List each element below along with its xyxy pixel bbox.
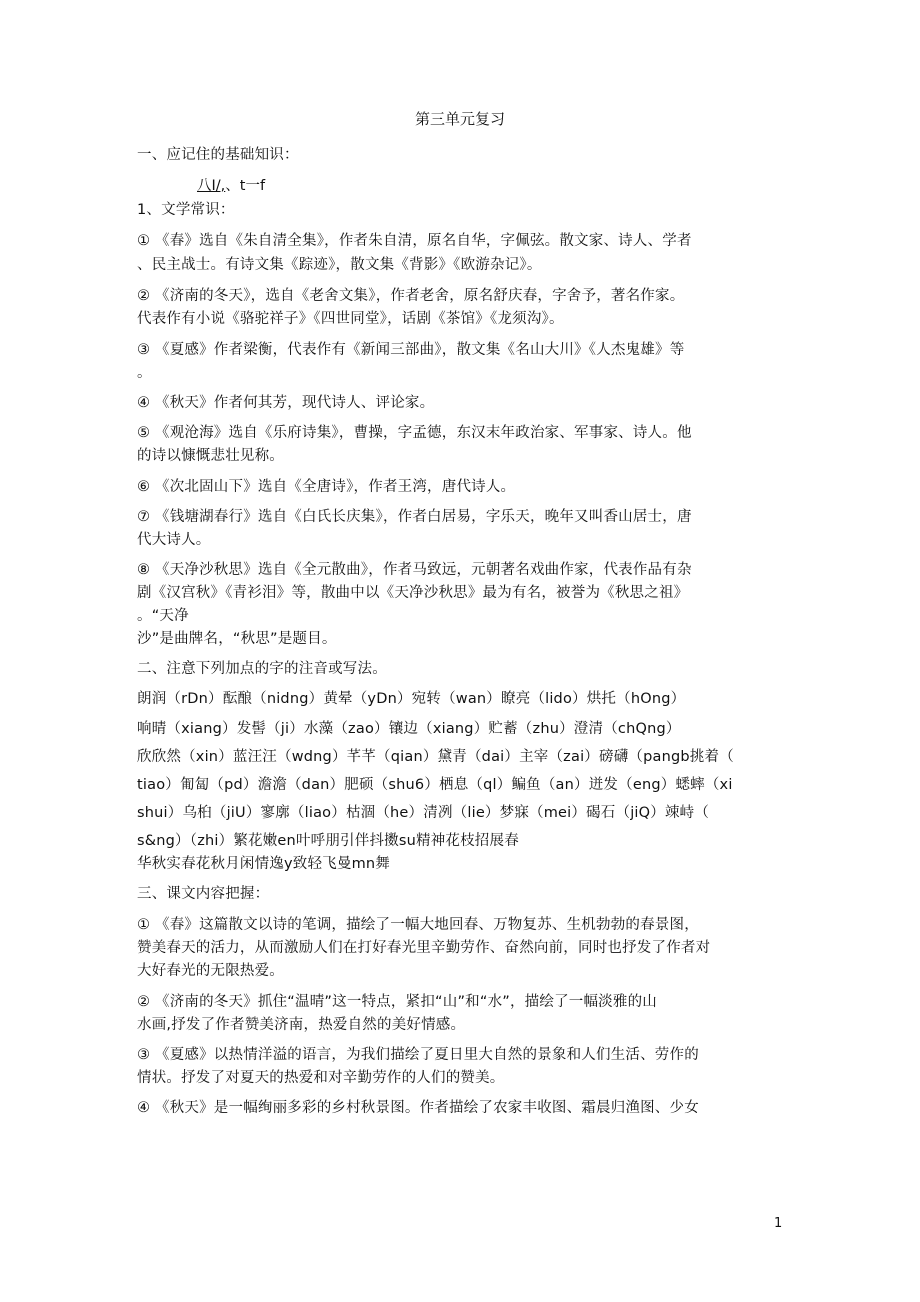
text-line: ③ 《夏感》以热情洋溢的语言，为我们描绘了夏日里大自然的景象和人们生活、劳作的 — [137, 1047, 699, 1063]
text-line: ① 《春》选自《朱自清全集》，作者朱自清，原名自华，字佩弦。散文家、诗人、学者 — [137, 233, 692, 249]
text-line: ⑤ 《观沧海》选自《乐府诗集》，曹操，字孟德，东汉末年政治家、军事家、诗人。他 — [137, 425, 692, 441]
text-line: ② 《济南的冬天》抓住“温晴”这一特点，紧扣“山”和“水”，描绘了一幅淡雅的山 — [137, 994, 657, 1010]
text-line: ③ 《夏感》作者梁衡，代表作有《新闻三部曲》，散文集《名山大川》《人杰鬼雄》等 — [137, 342, 685, 358]
text-line: 大好春光的无限热爱。 — [137, 963, 284, 979]
text-line: 欣欣然（xin）蓝汪汪（wdng）芊芊（qian）黛青（dai）主宰（zai）磅礴（pangb挑着（ — [137, 749, 734, 765]
section-heading: 二、注意下列加点的字的注音或写法。 — [137, 661, 387, 677]
text-line: ⑧ 《天净沙秋思》选自《全元散曲》，作者马致远，元朝著名戏曲作家，代表作品有杂 — [137, 562, 692, 578]
text-line: s&ng）（zhi）繁花嫩en叶呼朋引伴抖擞su精神花枝招展春 — [137, 833, 519, 849]
text-line: 1、文学常识： — [137, 202, 235, 218]
text-line: 华秋实春花秋月闲情逸y致轻飞曼mn舞 — [137, 856, 390, 872]
text-line: 一、应记住的基础知识： — [137, 147, 299, 163]
section-heading: 三、课文内容把握： — [137, 886, 270, 902]
text-line: tiao）匍匐（pd）澹澹（dan）肥硕（shu6）栖息（ql）鳊鱼（an）迸发（eng）蟋蟀（xi — [137, 777, 733, 793]
page-number: 1 — [774, 1216, 783, 1231]
text-line: 代表作有小说《骆驼祥子》《四世同堂》，话剧《茶馆》《龙须沟》。 — [137, 311, 564, 327]
text-line: 响晴（xiang）发髻（ji）水藻（zao）镶边（xiang）贮蓄（zhu）澄清（chQng） — [137, 721, 681, 737]
text-line: ④ 《秋天》作者何其芳，现代诗人、评论家。 — [137, 395, 435, 411]
page-title: 第三单元复习 — [414, 110, 505, 128]
text-line: 代大诗人。 — [137, 532, 211, 548]
text-line: ⑥ 《次北固山下》选自《全唐诗》，作者王湾，唐代诗人。 — [137, 479, 516, 495]
text-line: 、民主战士。有诗文集《踪迹》，散文集《背影》《欧游杂记》。 — [137, 257, 542, 273]
garbled-rest: 、t一f — [225, 178, 266, 194]
text-line: 剧《汉宫秋》《青衫泪》等，散曲中以《天净沙秋思》最为有名，被誉为《秋思之祖》 — [137, 585, 689, 601]
garbled-line — [197, 174, 265, 195]
text-line: ⑦ 《钱塘湖春行》选自《白氏长庆集》，作者白居易，字乐天，晚年又叫香山居士，唐 — [137, 509, 692, 525]
text-line: ② 《济南的冬天》，选自《老舍文集》，作者老舍，原名舒庆春，字舍予，著名作家。 — [137, 288, 685, 304]
text-line: shui）乌桕（jiU）寥廓（liao）枯涸（he）清冽（lie）梦寐（mei）碣石（jiQ）竦峙（ — [137, 805, 710, 821]
text-line: 沙”是曲牌名，“秋思”是题目。 — [137, 631, 337, 647]
text-line: ④ 《秋天》是一幅绚丽多彩的乡村秋景图。作者描绘了农家丰收图、霜晨归渔图、少女 — [137, 1100, 699, 1116]
text-line: 。“天净 — [137, 608, 189, 624]
text-line: 。 — [137, 365, 152, 381]
garbled-underlined: 八I/, — [197, 178, 226, 194]
text-line: 朗润（rDn）酝酿（nidng）黄晕（yDn）宛转（wan）瞭亮（lido）烘托（hOng） — [137, 691, 686, 707]
text-line: 情状。抒发了对夏天的热爱和对辛勤劳作的人们的赞美。 — [137, 1070, 505, 1086]
text-line: 水画,抒发了作者赞美济南，热爱自然的美好情感。 — [137, 1017, 466, 1033]
text-line: 赞美春天的活力，从而激励人们在打好春光里辛勤劳作、奋然向前，同时也抒发了作者对 — [137, 940, 711, 956]
text-line: ① 《春》这篇散文以诗的笔调，描绘了一幅大地回春、万物复苏、生机勃勃的春景图， — [137, 917, 699, 933]
text-line: 的诗以慷慨悲壮见称。 — [137, 448, 284, 464]
